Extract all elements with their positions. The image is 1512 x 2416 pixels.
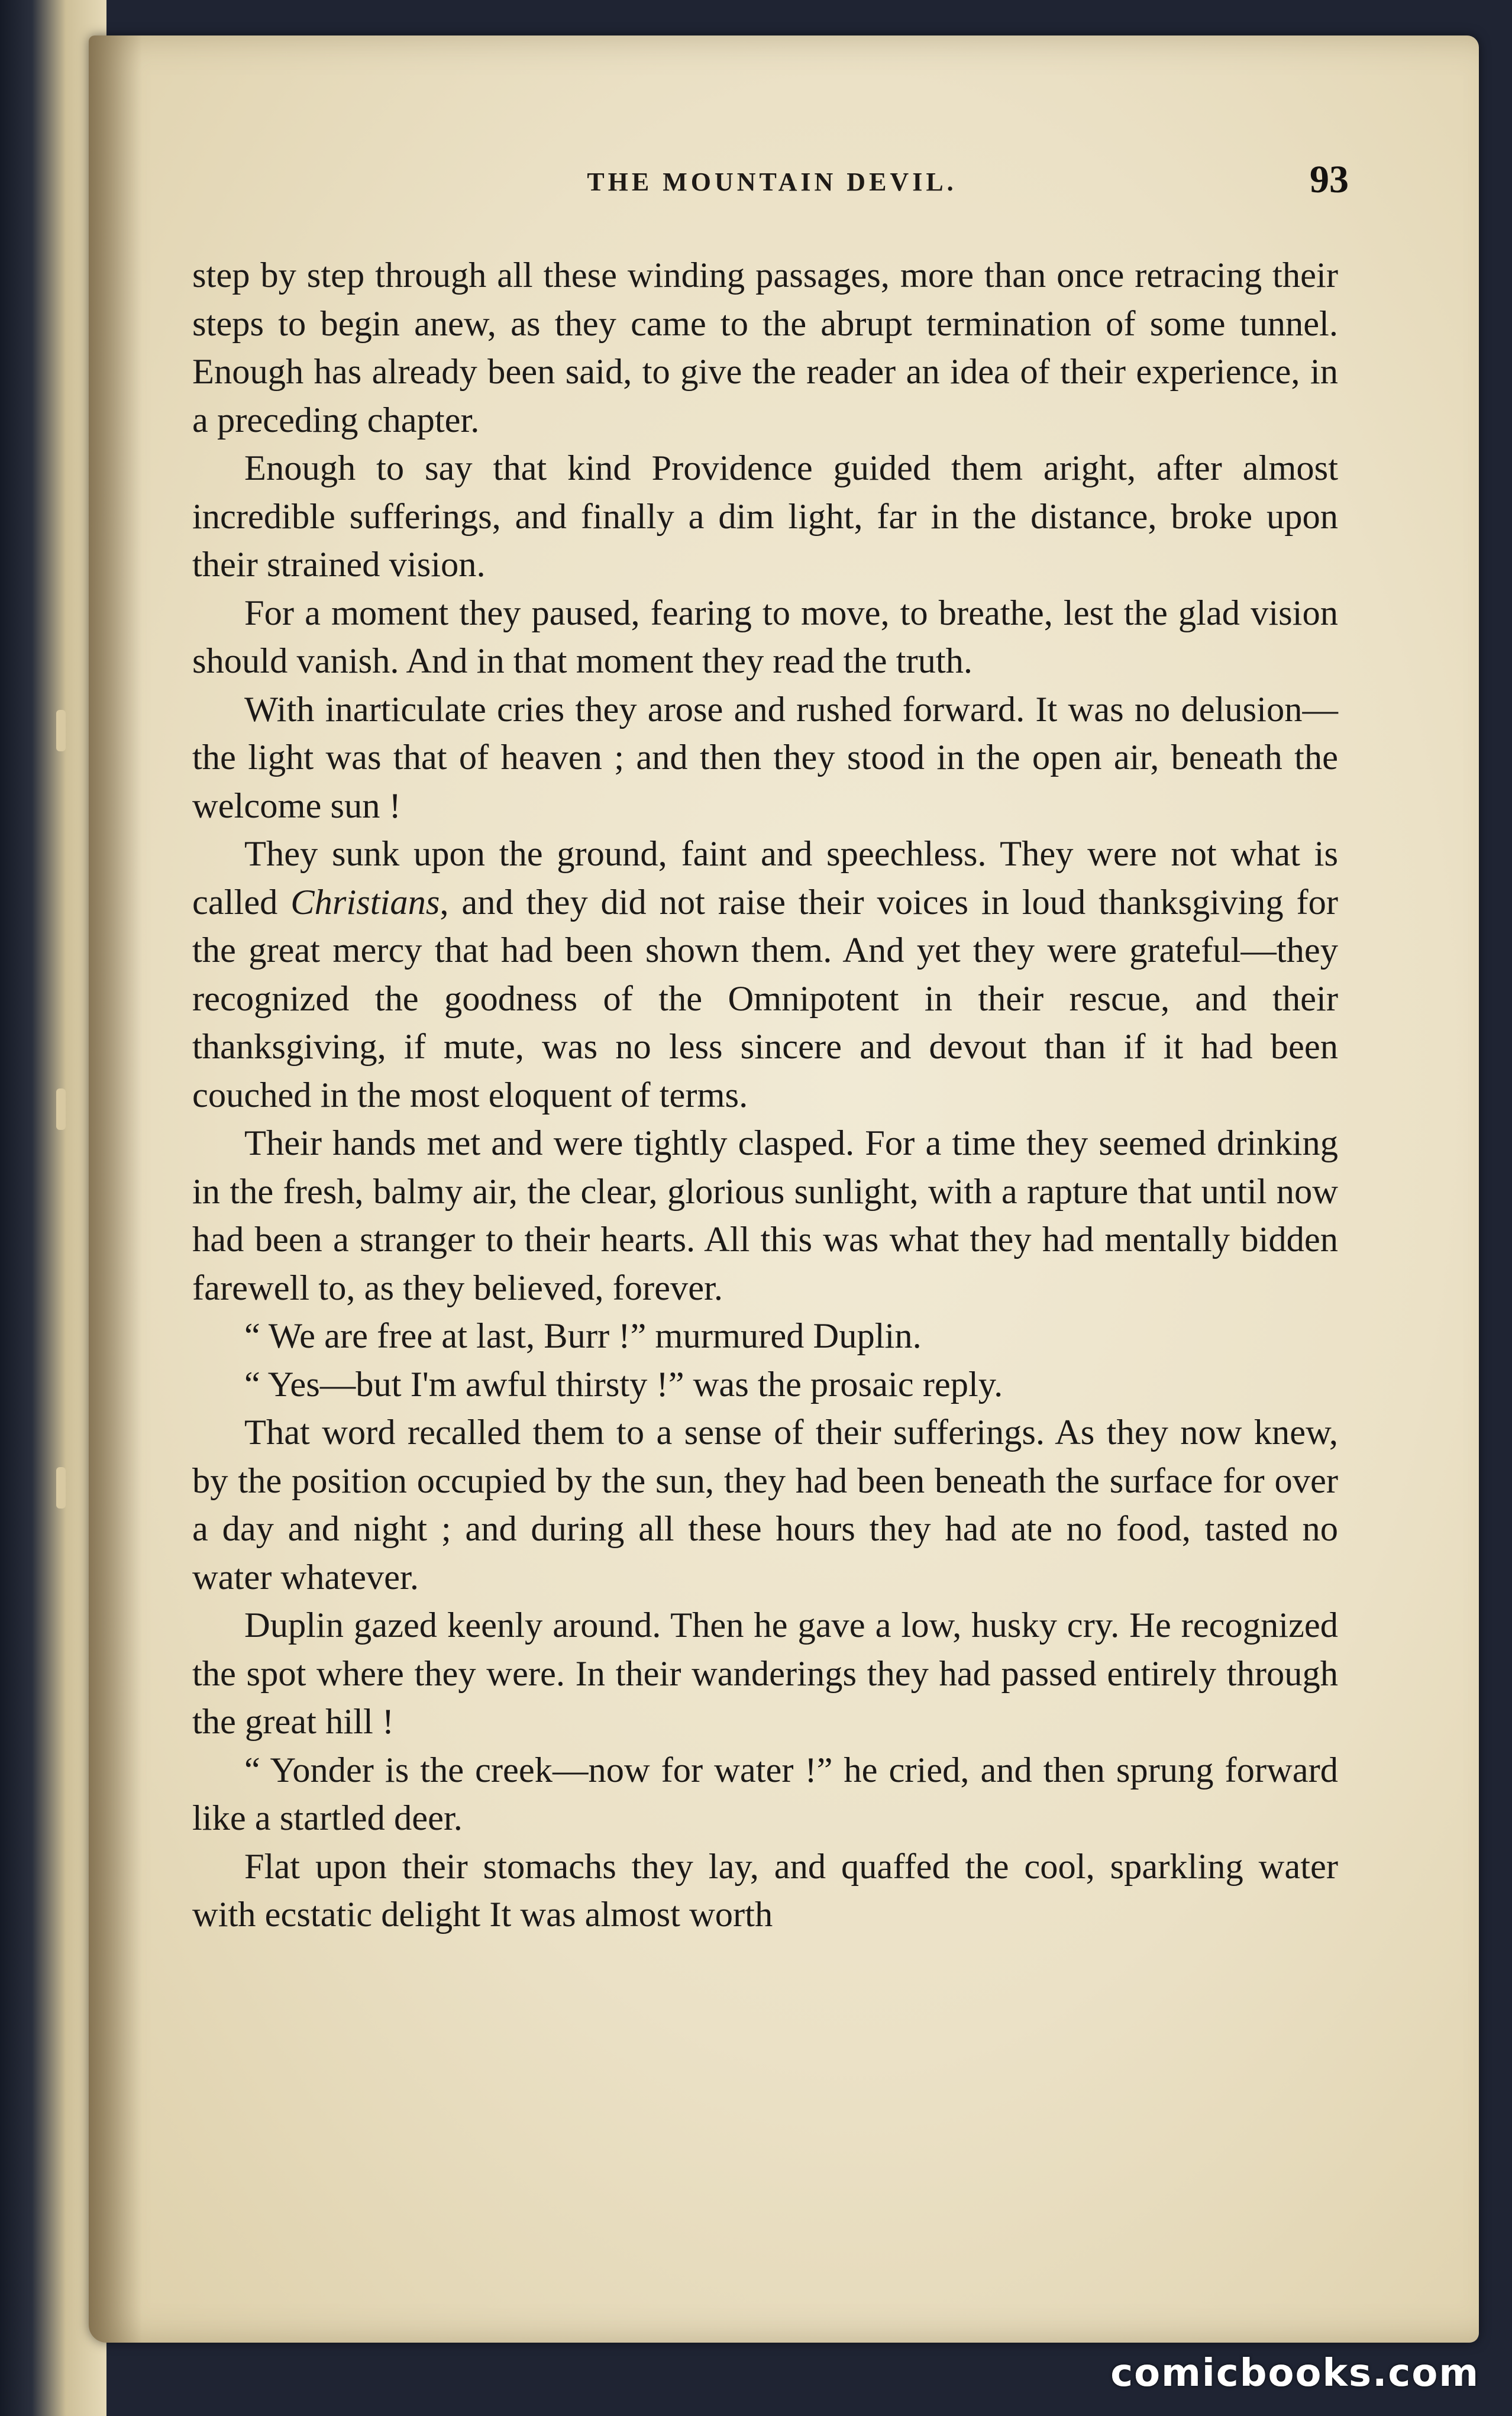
paragraph: With inarticulate cries they arose and rushed forward. It was no delusion—the light was that of heaven ; and then they stood in the open air, beneath the welcome sun !: [192, 689, 1338, 826]
paragraph: “ We are free at last, Burr !” murmured Duplin.: [244, 1316, 922, 1356]
paragraph: For a moment they paused, fearing to move, to breathe, lest the glad vision should vanish. And in that moment they read the truth.: [192, 593, 1338, 681]
paragraph-segment: , and they did not raise their voices in loud thanksgiving for the great mercy that had been shown them. And yet they were grateful—they recognized the goodness of the Omnipotent in their rescue, and their thanksgiving, if mute, was no less sincere and devout than if it had been couched in the most eloquent of terms.: [192, 882, 1338, 1115]
paragraph: Duplin gazed keenly around. Then he gave a low, husky cry. He recognized the spot where they were. In their wanderings they had passed entirely through the great hill !: [192, 1606, 1338, 1742]
italic-word: Christians: [290, 882, 440, 922]
paragraph: step by step through all these winding passages, more than once retracing their steps to begin anew, as they came to the abrupt termination of some tunnel. Enough has already been said, to give the reader an idea of their experience, in a preceding chapter.: [192, 256, 1338, 440]
site-watermark: comicbooks.com: [1110, 2352, 1479, 2395]
paragraph: That word recalled them to a sense of their sufferings. As they now knew, by the position occupied by the sun, they had been beneath the surface for over a day and night ; and during all these hours they had ate no food, tasted no water whatever.: [192, 1413, 1338, 1597]
paragraph: Enough to say that kind Providence guided them aright, after almost incredible sufferings, and finally a dim light, far in the distance, broke upon their strained vision.: [192, 448, 1338, 584]
binding-stitch: [56, 1467, 66, 1509]
binding-stitch: [56, 1089, 66, 1130]
paragraph: Their hands met and were tightly clasped. For a time they seemed drinking in the fresh, balmy air, the clear, glorious sunlight, with a rapture that until now had been a stranger to their hearts. All this was what they had mentally bidden farewell to, as they believed, forever.: [192, 1123, 1338, 1308]
paragraph-segment: They sunk upon the ground, faint and speechless. They were not what is called: [192, 834, 1338, 922]
paragraph: Flat upon their stomachs they lay, and quaffed the cool, sparkling water with ecstatic delight It was almost worth: [192, 1846, 1338, 1934]
body-text: [192, 251, 1338, 1939]
paragraph: “ Yes—but I'm awful thirsty !” was the prosaic reply.: [244, 1364, 1003, 1404]
binding-stitch: [56, 710, 66, 751]
running-title: THE MOUNTAIN DEVIL.: [587, 167, 957, 196]
paragraph: [192, 830, 1338, 1119]
page-gutter-shadow: [89, 35, 142, 2343]
page-number: 93: [1310, 158, 1349, 201]
paragraph: “ Yonder is the creek—now for water !” he cried, and then sprung forward like a startled deer.: [192, 1750, 1338, 1838]
running-head: [195, 154, 1349, 207]
